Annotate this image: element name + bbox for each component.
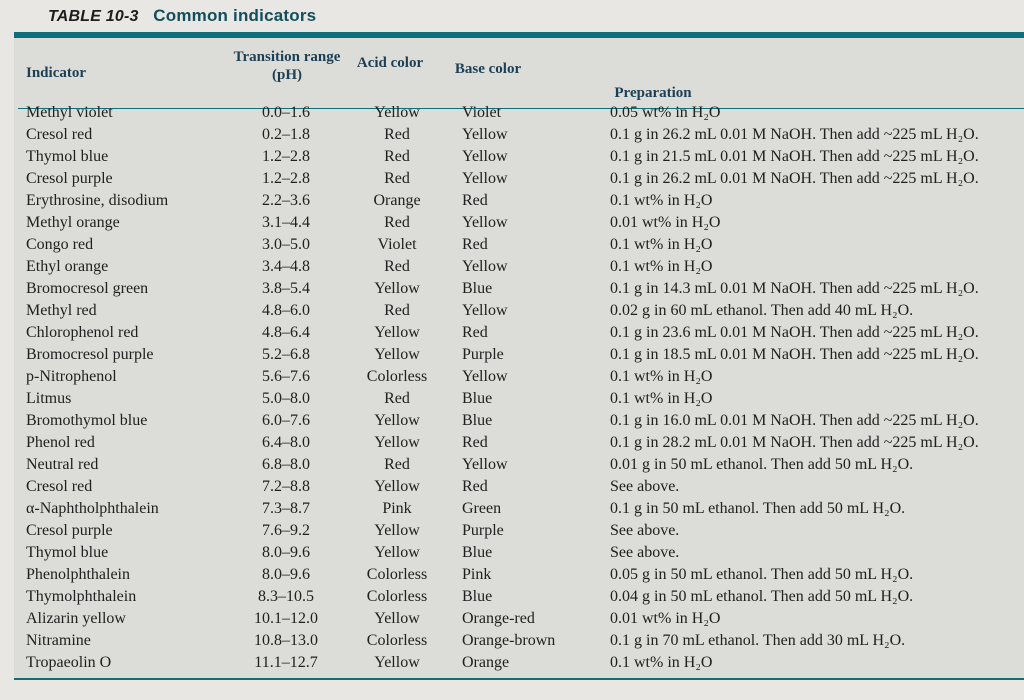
indicator-cell: Methyl red: [26, 302, 97, 319]
range-cell: 6.4–8.0: [262, 434, 310, 451]
base-color-cell: Blue: [462, 544, 493, 561]
base-color-cell: Orange: [462, 654, 510, 671]
base-color-cell: Yellow: [462, 456, 508, 473]
base-color-cell: Red: [462, 236, 488, 253]
preparation-cell: 0.1 g in 23.6 mL 0.01 M NaOH. Then add ~225 mL H₂O.: [610, 324, 979, 341]
table-row: [18, 124, 1024, 145]
range-cell: 1.2–2.8: [262, 170, 310, 187]
acid-color-cell: Yellow: [374, 412, 420, 429]
range-cell: 8.0–9.6: [262, 566, 310, 583]
indicator-cell: Cresol red: [26, 478, 93, 495]
range-cell: 0.0–1.6: [262, 104, 310, 121]
base-color-cell: Yellow: [462, 170, 508, 187]
table-row: [18, 234, 1024, 255]
indicator-cell: α-Naphtholphthalein: [26, 500, 159, 517]
indicator-cell: Chlorophenol red: [26, 324, 139, 341]
preparation-cell: 0.02 g in 60 mL ethanol. Then add 40 mL H₂O.: [610, 302, 914, 319]
preparation-cell: 0.1 wt% in H₂O: [610, 654, 713, 671]
range-cell: 0.2–1.8: [262, 126, 310, 143]
base-color-cell: Red: [462, 192, 488, 209]
table-caption: [48, 6, 316, 26]
base-color-cell: Yellow: [462, 148, 508, 165]
range-cell: 3.4–4.8: [262, 258, 310, 275]
table-row: [18, 520, 1024, 541]
table-row: [18, 146, 1024, 167]
range-cell: 6.8–8.0: [262, 456, 310, 473]
indicator-cell: Tropaeolin O: [26, 654, 112, 671]
acid-color-cell: Pink: [382, 500, 412, 517]
table-row: [18, 344, 1024, 365]
preparation-cell: 0.1 g in 14.3 mL 0.01 M NaOH. Then add ~225 mL H₂O.: [610, 280, 979, 297]
acid-color-cell: Red: [384, 456, 410, 473]
indicator-cell: Cresol purple: [26, 170, 113, 187]
table-row: [18, 278, 1024, 299]
header-indicator: Indicator: [26, 65, 86, 81]
acid-color-cell: Colorless: [366, 566, 428, 583]
range-cell: 7.6–9.2: [262, 522, 310, 539]
range-cell: 5.0–8.0: [262, 390, 310, 407]
table-row: [18, 168, 1024, 189]
preparation-cell: 0.1 g in 21.5 mL 0.01 M NaOH. Then add ~225 mL H₂O.: [610, 148, 979, 165]
base-color-cell: Yellow: [462, 214, 508, 231]
header-preparation: Preparation: [614, 85, 692, 101]
table-row: [18, 476, 1024, 497]
base-color-cell: Red: [462, 434, 488, 451]
preparation-cell: 0.1 g in 26.2 mL 0.01 M NaOH. Then add ~225 mL H₂O.: [610, 126, 979, 143]
indicator-cell: Erythrosine, disodium: [26, 192, 169, 209]
acid-color-cell: Yellow: [374, 324, 420, 341]
base-color-cell: Blue: [462, 390, 493, 407]
table-row: [18, 454, 1024, 475]
range-cell: 10.1–12.0: [254, 610, 318, 627]
table-row: [18, 542, 1024, 563]
base-color-cell: Violet: [462, 104, 502, 121]
acid-color-cell: Colorless: [366, 632, 428, 649]
table-number: TABLE 10-3: [48, 8, 139, 25]
base-color-cell: Red: [462, 478, 488, 495]
table-body: [18, 94, 1024, 672]
preparation-cell: 0.1 wt% in H₂O: [610, 390, 713, 407]
preparation-cell: 0.1 wt% in H₂O: [610, 258, 713, 275]
preparation-cell: 0.01 wt% in H₂O: [610, 610, 721, 627]
indicator-cell: Nitramine: [26, 632, 91, 649]
indicator-cell: Thymol blue: [26, 148, 109, 165]
table-row: [18, 256, 1024, 277]
indicator-cell: Alizarin yellow: [26, 610, 126, 627]
preparation-cell: See above.: [610, 522, 680, 539]
indicator-cell: Methyl orange: [26, 214, 120, 231]
range-cell: 6.0–7.6: [262, 412, 310, 429]
table-row: [18, 190, 1024, 211]
indicator-cell: Bromocresol green: [26, 280, 149, 297]
range-cell: 3.1–4.4: [262, 214, 310, 231]
acid-color-cell: Red: [384, 170, 410, 187]
base-color-cell: Blue: [462, 412, 493, 429]
base-color-cell: Purple: [462, 522, 504, 539]
preparation-cell: 0.1 g in 28.2 mL 0.01 M NaOH. Then add ~225 mL H₂O.: [610, 434, 979, 451]
table-row: [18, 586, 1024, 607]
indicator-cell: Litmus: [26, 390, 72, 407]
range-cell: 5.2–6.8: [262, 346, 310, 363]
preparation-cell: See above.: [610, 544, 680, 561]
indicator-cell: Congo red: [26, 236, 94, 253]
table-row: [18, 498, 1024, 519]
header-base: Base color: [454, 61, 522, 77]
indicator-cell: Bromothymol blue: [26, 412, 148, 429]
range-cell: 4.8–6.4: [262, 324, 310, 341]
acid-color-cell: Yellow: [374, 104, 420, 121]
preparation-cell: 0.04 g in 50 mL ethanol. Then add 50 mL H₂O.: [610, 588, 914, 605]
base-color-cell: Yellow: [462, 302, 508, 319]
indicator-cell: Thymol blue: [26, 544, 109, 561]
preparation-cell: 0.05 g in 50 mL ethanol. Then add 50 mL H₂O.: [610, 566, 914, 583]
acid-color-cell: Colorless: [366, 368, 428, 385]
acid-color-cell: Yellow: [374, 346, 420, 363]
range-cell: 4.8–6.0: [262, 302, 310, 319]
acid-color-cell: Red: [384, 302, 410, 319]
range-cell: 2.2–3.6: [262, 192, 310, 209]
acid-color-cell: Yellow: [374, 654, 420, 671]
table-row: [18, 652, 1024, 673]
table-title: Common indicators: [153, 6, 317, 25]
table-row: [18, 322, 1024, 343]
base-color-cell: Blue: [462, 280, 493, 297]
base-color-cell: Blue: [462, 588, 493, 605]
table-row: [18, 608, 1024, 629]
indicator-cell: Phenol red: [26, 434, 95, 451]
acid-color-cell: Red: [384, 148, 410, 165]
range-cell: 8.3–10.5: [258, 588, 314, 605]
preparation-cell: 0.1 wt% in H₂O: [610, 368, 713, 385]
range-cell: 5.6–7.6: [262, 368, 310, 385]
range-cell: 7.3–8.7: [262, 500, 310, 517]
range-cell: 10.8–13.0: [254, 632, 318, 649]
indicator-cell: p-Nitrophenol: [26, 368, 117, 385]
base-color-cell: Yellow: [462, 258, 508, 275]
acid-color-cell: Red: [384, 390, 410, 407]
indicator-cell: Cresol red: [26, 126, 93, 143]
table-row: [18, 630, 1024, 651]
indicator-cell: Phenolphthalein: [26, 566, 130, 583]
preparation-cell: See above.: [610, 478, 680, 495]
acid-color-cell: Red: [384, 258, 410, 275]
acid-color-cell: Yellow: [374, 434, 420, 451]
range-cell: 8.0–9.6: [262, 544, 310, 561]
acid-color-cell: Red: [384, 214, 410, 231]
acid-color-cell: Yellow: [374, 610, 420, 627]
indicator-cell: Neutral red: [26, 456, 99, 473]
header-range: Transition range (pH): [233, 49, 341, 83]
preparation-cell: 0.1 wt% in H₂O: [610, 192, 713, 209]
table-row: [18, 212, 1024, 233]
table-row: [18, 432, 1024, 453]
table-row: [18, 366, 1024, 387]
range-cell: 3.8–5.4: [262, 280, 310, 297]
base-color-cell: Pink: [462, 566, 492, 583]
range-cell: 7.2–8.8: [262, 478, 310, 495]
indicator-cell: Cresol purple: [26, 522, 113, 539]
base-color-cell: Red: [462, 324, 488, 341]
range-cell: 3.0–5.0: [262, 236, 310, 253]
preparation-cell: 0.1 g in 70 mL ethanol. Then add 30 mL H₂O.: [610, 632, 906, 649]
preparation-cell: 0.01 wt% in H₂O: [610, 214, 721, 231]
base-color-cell: Orange-red: [462, 610, 535, 627]
acid-color-cell: Yellow: [374, 544, 420, 561]
table-row: [18, 410, 1024, 431]
indicator-cell: Methyl violet: [26, 104, 113, 121]
acid-color-cell: Yellow: [374, 280, 420, 297]
table-row: [18, 564, 1024, 585]
acid-color-cell: Colorless: [366, 588, 428, 605]
acid-color-cell: Red: [384, 126, 410, 143]
acid-color-cell: Orange: [373, 192, 421, 209]
acid-color-cell: Yellow: [374, 522, 420, 539]
preparation-cell: 0.1 g in 26.2 mL 0.01 M NaOH. Then add ~225 mL H₂O.: [610, 170, 979, 187]
preparation-cell: 0.1 g in 16.0 mL 0.01 M NaOH. Then add ~225 mL H₂O.: [610, 412, 979, 429]
preparation-cell: 0.01 g in 50 mL ethanol. Then add 50 mL H₂O.: [610, 456, 914, 473]
acid-color-cell: Violet: [377, 236, 417, 253]
range-cell: 11.1–12.7: [254, 654, 318, 671]
preparation-cell: 0.1 g in 50 mL ethanol. Then add 50 mL H₂O.: [610, 500, 906, 517]
base-color-cell: Yellow: [462, 368, 508, 385]
base-color-cell: Yellow: [462, 126, 508, 143]
range-cell: 1.2–2.8: [262, 148, 310, 165]
preparation-cell: 0.1 g in 18.5 mL 0.01 M NaOH. Then add ~225 mL H₂O.: [610, 346, 979, 363]
indicator-cell: Thymolphthalein: [26, 588, 137, 605]
acid-color-cell: Yellow: [374, 478, 420, 495]
preparation-cell: 0.1 wt% in H₂O: [610, 236, 713, 253]
table-row: [18, 102, 1024, 123]
indicator-cell: Bromocresol purple: [26, 346, 154, 363]
base-color-cell: Orange-brown: [462, 632, 556, 649]
table-row: [18, 388, 1024, 409]
preparation-cell: 0.05 wt% in H₂O: [610, 104, 721, 121]
table-row: [18, 300, 1024, 321]
base-color-cell: Purple: [462, 346, 504, 363]
base-color-cell: Green: [462, 500, 502, 517]
header-acid: Acid color: [356, 55, 424, 71]
indicator-cell: Ethyl orange: [26, 258, 109, 275]
